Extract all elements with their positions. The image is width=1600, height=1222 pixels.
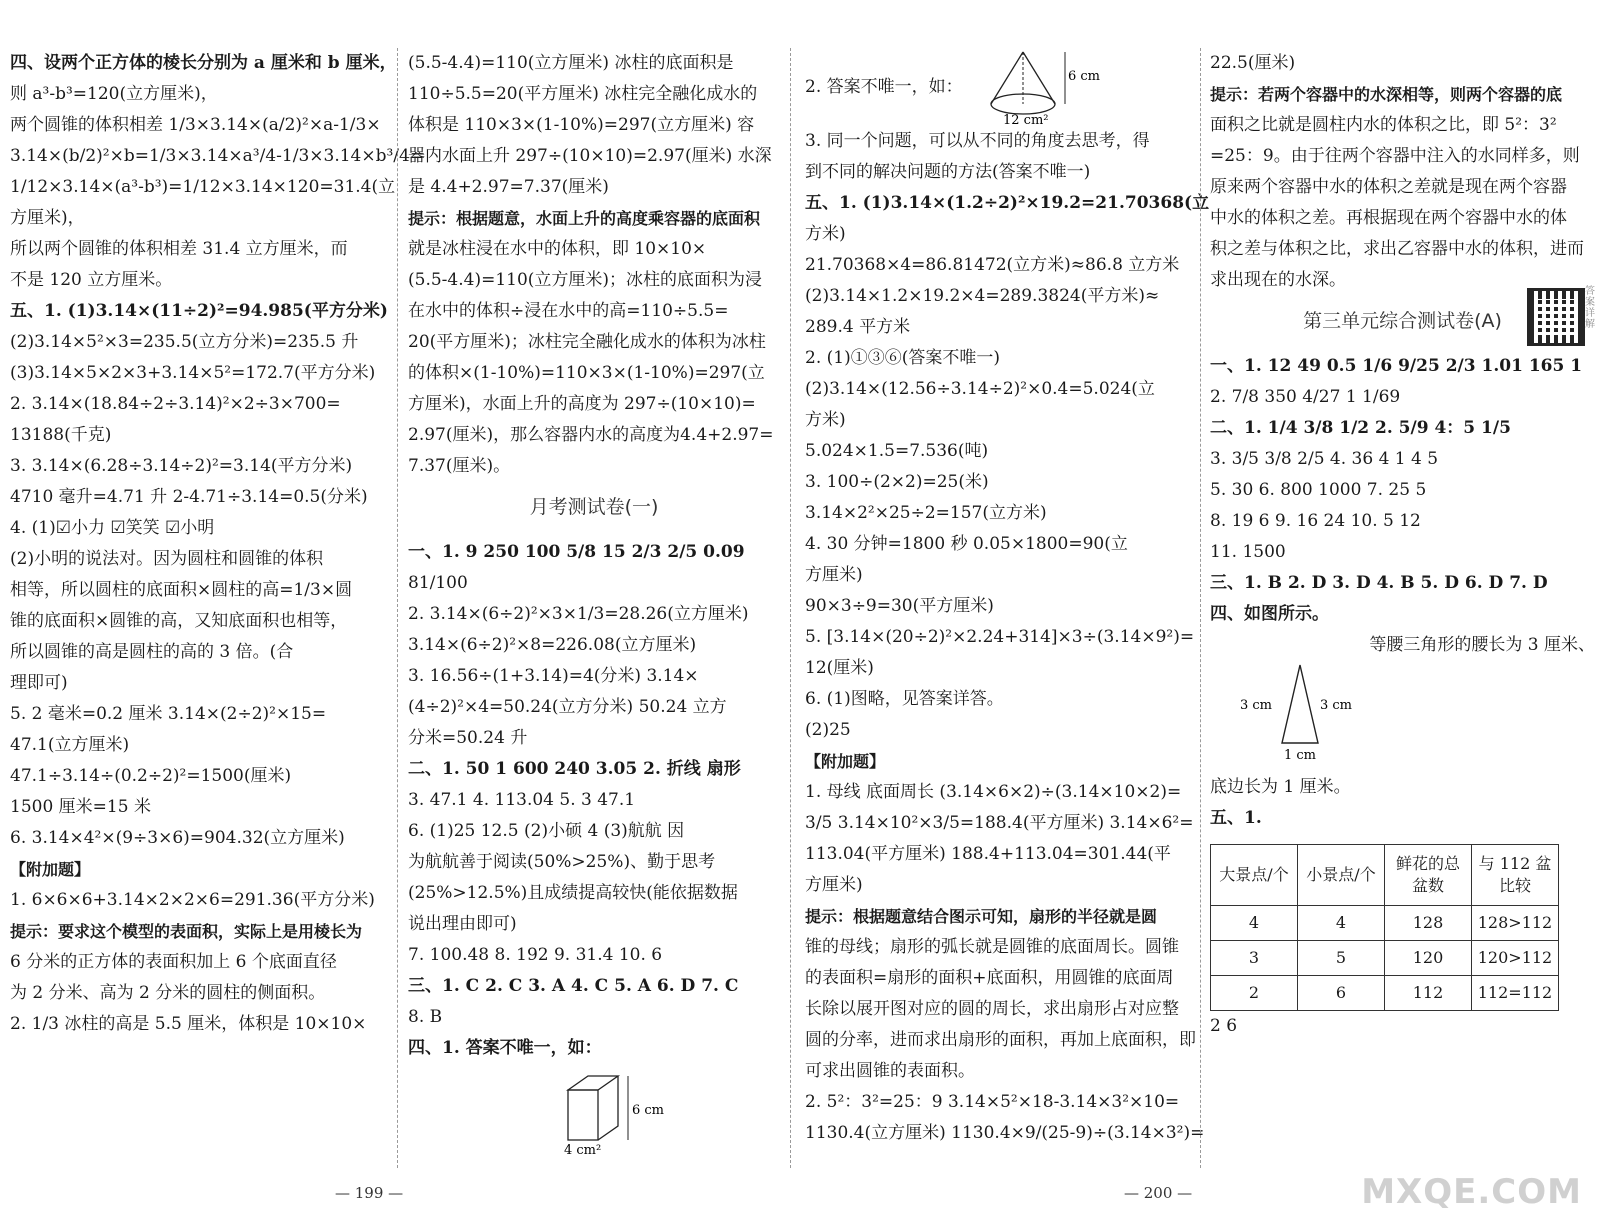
table-header: 与 112 盆比较 bbox=[1472, 845, 1559, 906]
answer-line: 两个圆锥的体积相差 1/3×3.14×(a/2)²×a-1/3× bbox=[10, 115, 381, 135]
answer-line: 一、1. 9 250 100 5/8 15 2/3 2/5 0.09 bbox=[408, 542, 745, 562]
answer-line: (25%>12.5%)且成绩提高较快(能依据数据 bbox=[408, 883, 738, 903]
triangle-left-label: 3 cm bbox=[1240, 698, 1273, 713]
answer-line: 五、1. (1)3.14×(11÷2)²=94.985(平方分米) bbox=[10, 301, 388, 321]
answer-line: 长除以展开图对应的圆的周长，求出扇形占对应整 bbox=[805, 999, 1179, 1019]
table-cell: 4 bbox=[1211, 906, 1298, 941]
page-number-left: — 199 — bbox=[335, 1184, 404, 1202]
answer-line: 则 a³-b³=120(立方厘米)， bbox=[10, 84, 218, 104]
answer-line: 8. B bbox=[408, 1007, 443, 1027]
answer-line: 底边长为 1 厘米。 bbox=[1210, 777, 1351, 797]
answer-line: 为航航善于阅读(50%>25%)、勤于思考 bbox=[408, 852, 716, 872]
answer-line: 81/100 bbox=[408, 573, 468, 593]
answer-line: (4÷2)²×4=50.24(立方分米) 50.24 立方 bbox=[408, 697, 727, 717]
answer-line: 面积之比就是圆柱内水的体积之比，即 5²：3² bbox=[1210, 115, 1557, 135]
answer-line: 1. 6×6×6+3.14×2×2×6=291.36(平方分米) bbox=[10, 890, 375, 910]
answer-line: 说出理由即可) bbox=[408, 914, 517, 934]
answer-line: 2. 7/8 350 4/27 1 1/69 bbox=[1210, 387, 1401, 407]
answer-line: 20(平方厘米)；冰柱完全融化成水的体积为冰柱 bbox=[408, 332, 766, 352]
answer-line: 3.14×2²×25÷2=157(立方米) bbox=[805, 503, 1047, 523]
answer-line: 方厘米) bbox=[805, 565, 863, 585]
answer-line: 五、1. (1)3.14×(1.2÷2)²×19.2=21.70368(立 bbox=[805, 193, 1210, 213]
answer-line: 提示：若两个容器中的水深相等，则两个容器的底 bbox=[1210, 85, 1563, 104]
column-1 bbox=[10, 48, 425, 1168]
answer-line: 2.97(厘米)，那么容器内水的高度为4.4+2.97= bbox=[408, 425, 774, 445]
table-header: 大景点/个 bbox=[1211, 845, 1298, 906]
table-cell: 3 bbox=[1211, 941, 1298, 976]
table-cell: 5 bbox=[1298, 941, 1385, 976]
answer-line: 提示：要求这个模型的表面积，实际上是用棱长为 bbox=[10, 922, 363, 941]
answer-line: 5. 30 6. 800 1000 7. 25 5 bbox=[1210, 480, 1427, 500]
cuboid-diagram bbox=[558, 1068, 668, 1158]
answer-line: 到不同的解决问题的方法(答案不唯一) bbox=[805, 162, 1091, 182]
answer-line: 相等，所以圆柱的底面积×圆柱的高=1/3×圆 bbox=[10, 580, 353, 600]
answer-line: 7. 100.48 8. 192 9. 31.4 10. 6 bbox=[408, 945, 663, 965]
answer-line: 3. 100÷(2×2)=25(米) bbox=[805, 472, 989, 492]
cone-height-label: 6 cm bbox=[1067, 69, 1100, 84]
answer-line: 所以圆锥的高是圆柱的高的 3 倍。(合 bbox=[10, 642, 294, 662]
answer-line: 积之差与体积之比，求出乙容器中水的体积，进而 bbox=[1210, 239, 1584, 259]
answer-line: 五、1. bbox=[1210, 808, 1262, 828]
flower-table bbox=[1210, 844, 1559, 1011]
answer-line: 113.04(平方厘米) 188.4+113.04=301.44(平 bbox=[805, 844, 1171, 864]
table-cell: 2 bbox=[1211, 976, 1298, 1011]
answer-line: 四、1. 答案不唯一，如： bbox=[408, 1038, 602, 1058]
answer-line: 2 6 bbox=[1210, 1016, 1238, 1036]
triangle-right-label: 3 cm bbox=[1320, 698, 1353, 713]
answer-line: 1. 母线 底面周长 (3.14×6×2)÷(3.14×10×2)= bbox=[805, 782, 1182, 802]
answer-line: 3. 16.56÷(1+3.14)=4(分米) 3.14× bbox=[408, 666, 699, 686]
answer-line: 8. 19 6 9. 16 24 10. 5 12 bbox=[1210, 511, 1421, 531]
answer-line: 就是冰柱浸在水中的体积，即 10×10× bbox=[408, 239, 707, 259]
answer-line: 12(厘米) bbox=[805, 658, 874, 678]
answer-line: 3. 47.1 4. 113.04 5. 3 47.1 bbox=[408, 790, 636, 810]
answer-line: 2. 3.14×(18.84÷2÷3.14)²×2÷3×700= bbox=[10, 394, 341, 414]
answer-line: (2)3.14×(12.56÷3.14÷2)²×0.4=5.024(立 bbox=[805, 379, 1155, 399]
answer-line: 6. 3.14×4²×(9÷3×6)=904.32(立方厘米) bbox=[10, 828, 345, 848]
answer-line: 二、1. 50 1 600 240 3.05 2. 折线 扇形 bbox=[408, 759, 741, 779]
answer-line: 3.14×(6÷2)²×8=226.08(立方厘米) bbox=[408, 635, 697, 655]
answer-line: 三、1. B 2. D 3. D 4. B 5. D 6. D 7. D bbox=[1210, 573, 1548, 593]
table-cell: 120>112 bbox=[1472, 941, 1559, 976]
cone-diagram bbox=[973, 48, 1100, 128]
answer-line: 三、1. C 2. C 3. A 4. C 5. A 6. D 7. C bbox=[408, 976, 739, 996]
answer-line: 为 2 分米、高为 2 分米的圆柱的侧面积。 bbox=[10, 983, 326, 1003]
answer-line: (3)3.14×5×2×3+3.14×5²=172.7(平方分米) bbox=[10, 363, 376, 383]
answer-line: 2. 5²：3²=25：9 3.14×5²×18-3.14×3²×10= bbox=[805, 1092, 1180, 1112]
column-3 bbox=[805, 48, 1210, 1168]
box-figure bbox=[558, 1068, 780, 1159]
answer-line: 锥的母线；扇形的弧长就是圆锥的底面周长。圆锥 bbox=[805, 937, 1179, 957]
answer-line: 11. 1500 bbox=[1210, 542, 1286, 562]
table-cell: 4 bbox=[1298, 906, 1385, 941]
table-header: 鲜花的总盆数 bbox=[1385, 845, 1472, 906]
answer-line: 90×3÷9=30(平方厘米) bbox=[805, 596, 994, 616]
answer-line: 器内水面上升 297÷(10×10)=2.97(厘米) 水深 bbox=[408, 146, 772, 166]
box-base-label: 4 cm² bbox=[564, 1143, 602, 1158]
answer-line: 所以两个圆锥的体积相差 31.4 立方厘米，而 bbox=[10, 239, 348, 259]
answer-line: 可求出圆锥的表面积。 bbox=[805, 1061, 975, 1081]
answer-line: 圆的分率，进而求出扇形的面积，再加上底面积，即 bbox=[805, 1030, 1196, 1050]
answer-line: 289.4 平方米 bbox=[805, 317, 911, 337]
answer-line: 2. 1/3 冰柱的高是 5.5 厘米，体积是 10×10× bbox=[10, 1014, 367, 1034]
answer-line: 方厘米)， bbox=[10, 208, 85, 228]
table-cell: 6 bbox=[1298, 976, 1385, 1011]
answer-line: 4710 毫升=4.71 升 2-4.71÷3.14=0.5(分米) bbox=[10, 487, 368, 507]
answer-line: 4. 30 分钟=1800 秒 0.05×1800=90(立 bbox=[805, 534, 1128, 554]
answer-line: 分米=50.24 升 bbox=[408, 728, 528, 748]
answer-line: 2. (1)①③⑥(答案不唯一) bbox=[805, 348, 1000, 368]
answer-line: 方厘米)，水面上升的高度为 297÷(10×10)= bbox=[408, 394, 756, 414]
answer-line: 的表面积=扇形的面积+底面积，用圆锥的底面周 bbox=[805, 968, 1174, 988]
table-row bbox=[1211, 906, 1559, 941]
answer-line: 理即可) bbox=[10, 673, 68, 693]
answer-line: 3. 同一个问题，可以从不同的角度去思考，得 bbox=[805, 131, 1150, 151]
answer-line: 6. (1)25 12.5 (2)小硕 4 (3)航航 因 bbox=[408, 821, 685, 841]
answer-line: (2)3.14×1.2×19.2×4=289.3824(平方米)≈ bbox=[805, 286, 1160, 306]
answer-line: =25：9。由于往两个容器中注入的水同样多，则 bbox=[1210, 146, 1580, 166]
answer-line: 7.37(厘米)。 bbox=[408, 456, 511, 476]
answer-line: (2)3.14×5²×3=235.5(立方分米)=235.5 升 bbox=[10, 332, 359, 352]
answer-line: 22.5(厘米) bbox=[1210, 53, 1296, 73]
answer-line: 1500 厘米=15 米 bbox=[10, 797, 151, 817]
answer-line: (5.5-4.4)=110(立方厘米)；冰柱的底面积为浸 bbox=[408, 270, 763, 290]
divider bbox=[397, 48, 398, 1168]
table-cell: 112=112 bbox=[1472, 976, 1559, 1011]
page-number-right: — 200 — bbox=[1124, 1184, 1193, 1202]
answer-line: 47.1(立方厘米) bbox=[10, 735, 130, 755]
answer-line: 6. (1)图略，见答案详答。 bbox=[805, 689, 1004, 709]
table-cell: 128>112 bbox=[1472, 906, 1559, 941]
cone-base-label: 12 cm² bbox=[1002, 113, 1049, 128]
section-title: 月考测试卷(一) bbox=[529, 496, 659, 518]
column-4 bbox=[1210, 48, 1595, 1168]
table-row bbox=[1211, 976, 1559, 1011]
divider bbox=[790, 48, 791, 1168]
answer-line: 一、1. 12 49 0.5 1/6 9/25 2/3 1.01 165 1 bbox=[1210, 356, 1583, 376]
answer-line: 47.1÷3.14÷(0.2÷2)²=1500(厘米) bbox=[10, 766, 292, 786]
answer-line: 3.14×(b/2)²×b=1/3×3.14×a³/4-1/3×3.14×b³/4= bbox=[10, 146, 425, 166]
answer-line: 方米) bbox=[805, 410, 846, 430]
table-cell: 128 bbox=[1385, 906, 1472, 941]
answer-line: 四、设两个正方体的棱长分别为 a 厘米和 b 厘米， bbox=[10, 53, 397, 73]
box-height-label: 6 cm bbox=[632, 1103, 665, 1118]
answer-line: 110÷5.5=20(平方厘米) 冰柱完全融化成水的 bbox=[408, 84, 758, 104]
answer-line: 2. 答案不唯一，如： bbox=[805, 76, 963, 97]
qr-code[interactable] bbox=[1527, 288, 1585, 346]
answer-line: 二、1. 1/4 3/8 1/2 2. 5/9 4：5 1/5 bbox=[1210, 418, 1511, 438]
table-cell: 120 bbox=[1385, 941, 1472, 976]
triangle-caption: 等腰三角形的腰长为 3 厘米、 bbox=[1369, 635, 1595, 655]
answer-line: 1/12×3.14×(a³-b³)=1/12×3.14×120=31.4(立 bbox=[10, 177, 396, 197]
answer-line: 方厘米) bbox=[805, 875, 863, 895]
answer-line: 1130.4(立方厘米) 1130.4×9/(25-9)÷(3.14×3²)= bbox=[805, 1123, 1205, 1143]
answer-line: 提示：根据题意结合图示可知，扇形的半径就是圆 bbox=[805, 907, 1158, 926]
answer-line: 4. (1)☑小力 ☑笑笑 ☑小明 bbox=[10, 518, 215, 538]
table-header: 小景点/个 bbox=[1298, 845, 1385, 906]
answer-line: 3. 3.14×(6.28÷3.14÷2)²=3.14(平方分米) bbox=[10, 456, 353, 476]
answer-line: 【附加题】 bbox=[805, 752, 886, 771]
answer-line: 3. 3/5 3/8 2/5 4. 36 4 1 4 5 bbox=[1210, 449, 1439, 469]
answer-line: 体积是 110×3×(1-10%)=297(立方厘米) 容 bbox=[408, 115, 755, 135]
answer-line: 6 分米的正方体的表面积加上 6 个底面直径 bbox=[10, 952, 337, 972]
answer-line: 四、如图所示。 bbox=[1210, 604, 1329, 624]
answer-line: 的体积×(1-10%)=110×3×(1-10%)=297(立 bbox=[408, 363, 765, 383]
answer-line: (2)25 bbox=[805, 720, 851, 740]
table-cell: 112 bbox=[1385, 976, 1472, 1011]
answer-line: 不是 120 立方厘米。 bbox=[10, 270, 173, 290]
triangle-diagram bbox=[1240, 661, 1380, 761]
column-2 bbox=[408, 48, 780, 1168]
answer-line: 【附加题】 bbox=[10, 860, 91, 879]
answer-line: 5.024×1.5=7.536(吨) bbox=[805, 441, 989, 461]
answer-line: 方米) bbox=[805, 224, 846, 244]
answer-line: 中水的体积之差。再根据现在两个容器中水的体 bbox=[1210, 208, 1567, 228]
answer-line: 提示：根据题意，水面上升的高度乘容器的底面积 bbox=[408, 209, 761, 228]
answer-line: 是 4.4+2.97=7.37(厘米) bbox=[408, 177, 609, 197]
answer-line: 原来两个容器中水的体积之差就是现在两个容器 bbox=[1210, 177, 1567, 197]
table-row bbox=[1211, 941, 1559, 976]
qr-label: 答案详解 bbox=[1585, 286, 1595, 330]
answer-line: 21.70368×4=86.81472(立方米)≈86.8 立方米 bbox=[805, 255, 1180, 275]
divider bbox=[1200, 48, 1201, 1168]
answer-line: 13188(千克) bbox=[10, 425, 112, 445]
answer-line: 5. [3.14×(20÷2)²×2.24+314]×3÷(3.14×9²)= bbox=[805, 627, 1195, 647]
triangle-base-label: 1 cm bbox=[1284, 748, 1317, 763]
answer-line: 在水中的体积÷浸在水中的高=110÷5.5= bbox=[408, 301, 729, 321]
answer-line: 5. 2 毫米=0.2 厘米 3.14×(2÷2)²×15= bbox=[10, 704, 327, 724]
answer-line: 2. 3.14×(6÷2)²×3×1/3=28.26(立方厘米) bbox=[408, 604, 749, 624]
answer-line: (5.5-4.4)=110(立方厘米) 冰柱的底面积是 bbox=[408, 53, 734, 73]
answer-line: 求出现在的水深。 bbox=[1210, 270, 1346, 290]
watermark: MXQE.COM bbox=[1361, 1172, 1582, 1212]
section-title: 第三单元综合测试卷(A) bbox=[1303, 310, 1502, 332]
answer-line: (2)小明的说法对。因为圆柱和圆锥的体积 bbox=[10, 549, 324, 569]
answer-line: 锥的底面积×圆锥的高，又知底面积也相等， bbox=[10, 611, 348, 631]
answer-line: 3/5 3.14×10²×3/5=188.4(平方厘米) 3.14×6²= bbox=[805, 813, 1194, 833]
